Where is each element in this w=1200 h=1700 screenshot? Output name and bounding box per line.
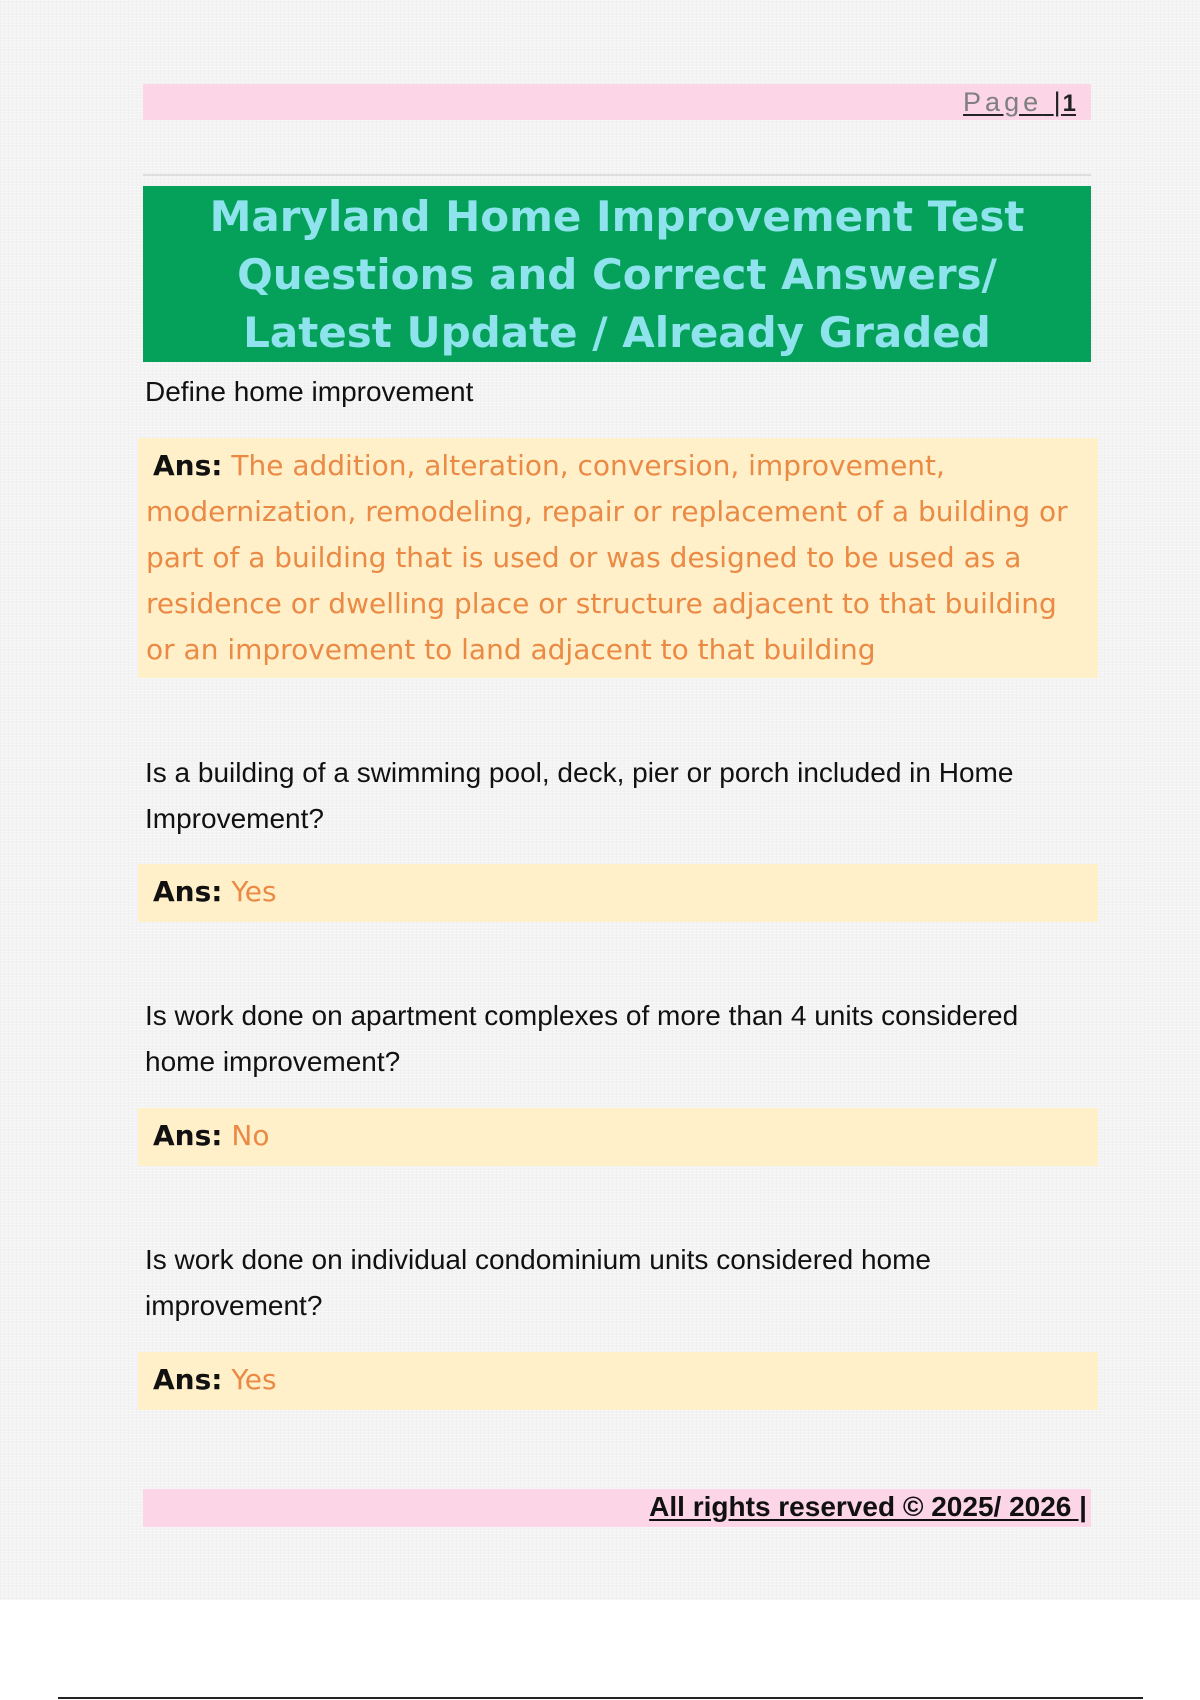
answer-3-text	[153, 1113, 1083, 1159]
bottom-divider	[58, 1697, 1143, 1699]
page-word: Page	[963, 87, 1043, 117]
question-2: Is a building of a swimming pool, deck, pier or porch included in Home Improvement?	[145, 757, 1014, 834]
page-header-band	[143, 84, 1091, 120]
answer-2-value: Yes	[231, 875, 277, 908]
answer-3-label: Ans:	[153, 1119, 223, 1152]
answer-2-text	[153, 869, 1083, 915]
answer-3-value: No	[231, 1119, 270, 1152]
answer-4-value: Yes	[231, 1363, 277, 1396]
answer-4-text	[153, 1357, 1083, 1403]
title-banner	[143, 186, 1091, 362]
question-1: Define home improvement	[145, 376, 474, 407]
header-rule	[143, 174, 1091, 176]
page-footer-band	[143, 1489, 1091, 1527]
answer-1-label: Ans:	[153, 449, 223, 482]
copyright-notice: All rights reserved © 2025/ 2026 |	[649, 1491, 1087, 1522]
page-number: 1	[1062, 90, 1076, 117]
answer-box-2	[138, 864, 1098, 922]
page-separator: |	[1053, 87, 1063, 117]
answer-box-3	[138, 1108, 1098, 1166]
document-title: Maryland Home Improvement Test Questions and Correct Answers/ Latest Update / Already Graded	[209, 192, 1025, 357]
answer-2-label: Ans:	[153, 875, 223, 908]
page-number-label	[963, 88, 1076, 118]
answer-box-4	[138, 1352, 1098, 1410]
question-4: Is work done on individual condominium units considered home improvement?	[145, 1244, 931, 1321]
question-3: Is work done on apartment complexes of more than 4 units considered home improvement?	[145, 1000, 1019, 1077]
answer-box-1	[138, 438, 1098, 678]
answer-1-text	[146, 443, 1090, 673]
answer-1-value: The addition, alteration, conversion, improvement, modernization, remodeling, repair or replacement of a building or part of a building that is used or was designed to be used as a residence or dwelling place or structure adjacent to that building or an improvement to land adjacent to that building	[146, 449, 1068, 666]
answer-4-label: Ans:	[153, 1363, 223, 1396]
